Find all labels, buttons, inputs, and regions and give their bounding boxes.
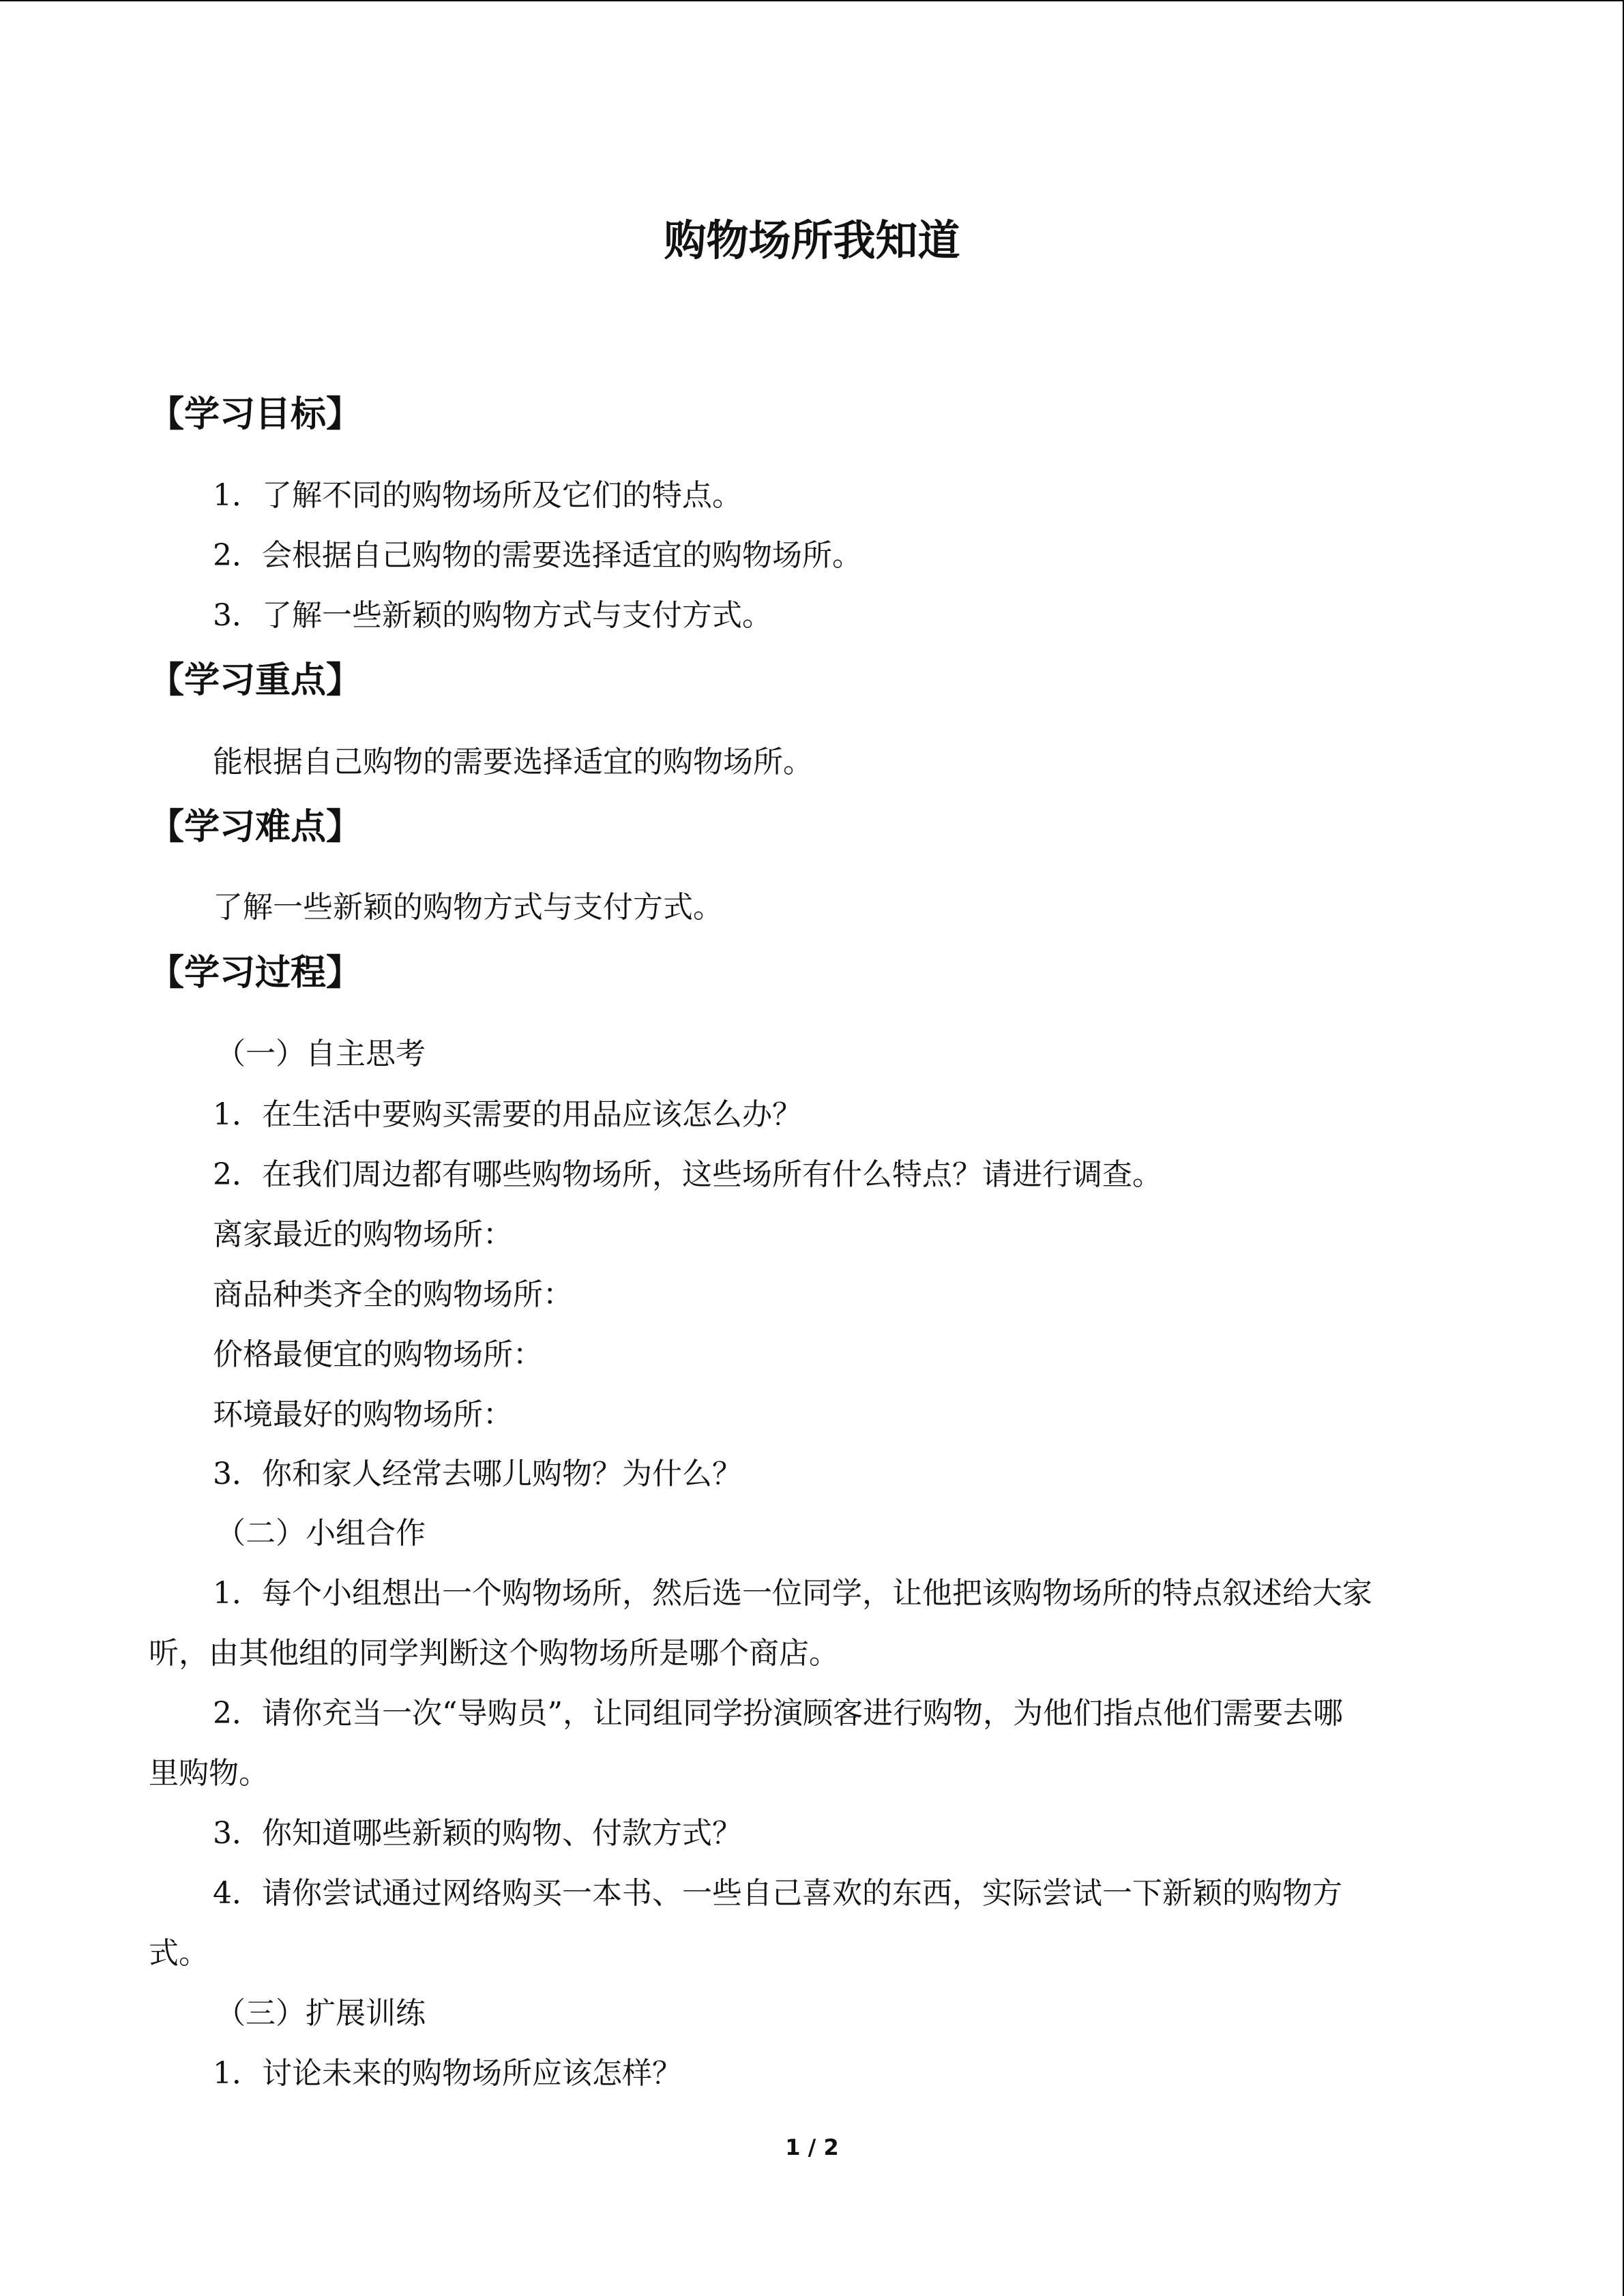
heading-learning-process: 【学习过程】: [149, 953, 362, 994]
part3-question-1: 1．讨论未来的购物场所应该怎样？: [213, 2056, 682, 2091]
part2-label: （二）小组合作: [216, 1516, 426, 1551]
part1-question-2: 2．在我们周边都有哪些购物场所，这些场所有什么特点？请进行调查。: [213, 1157, 1162, 1192]
page-number: 1 / 2: [785, 2134, 839, 2160]
part1-question-1: 1．在生活中要购买需要的用品应该怎么办？: [213, 1097, 802, 1132]
survey-line-nearest: 离家最近的购物场所：: [213, 1217, 513, 1252]
key-points-text: 能根据自己购物的需要选择适宜的购物场所。: [213, 745, 813, 779]
difficulties-text: 了解一些新颖的购物方式与支付方式。: [213, 890, 723, 925]
survey-line-cheapest: 价格最便宜的购物场所：: [213, 1337, 543, 1372]
part1-label: （一）自主思考: [216, 1037, 426, 1071]
survey-line-environment: 环境最好的购物场所：: [213, 1397, 513, 1432]
part2-question-4-line-1: 4．请你尝试通过网络购买一本书、一些自己喜欢的东西，实际尝试一下新颖的购物方: [213, 1876, 1342, 1911]
goal-item-2: 2．会根据自己购物的需要选择适宜的购物场所。: [213, 538, 862, 573]
part2-question-1-line-1: 1．每个小组想出一个购物场所，然后选一位同学，让他把该购物场所的特点叙述给大家: [213, 1576, 1372, 1611]
heading-key-points: 【学习重点】: [149, 660, 362, 701]
part2-question-2-line-2: 里购物。: [149, 1756, 269, 1791]
part2-question-1-line-2: 听，由其他组的同学判断这个购物场所是哪个商店。: [149, 1636, 839, 1671]
document-title: 购物场所我知道: [664, 215, 960, 265]
goal-item-3: 3．了解一些新颖的购物方式与支付方式。: [213, 598, 772, 633]
part3-label: （三）扩展训练: [216, 1996, 426, 2031]
part2-question-3: 3．你知道哪些新颖的购物、付款方式？: [213, 1816, 742, 1851]
survey-line-variety: 商品种类齐全的购物场所：: [213, 1277, 573, 1312]
part1-question-3: 3．你和家人经常去哪儿购物？为什么？: [213, 1457, 742, 1491]
goal-item-1: 1．了解不同的购物场所及它们的特点。: [213, 478, 742, 513]
part2-question-2-line-1: 2．请你充当一次“导购员”，让同组同学扮演顾客进行购物，为他们指点他们需要去哪: [213, 1696, 1343, 1731]
heading-difficulties: 【学习难点】: [149, 807, 362, 848]
part2-question-4-line-2: 式。: [149, 1936, 209, 1971]
heading-learning-goals: 【学习目标】: [149, 394, 362, 435]
